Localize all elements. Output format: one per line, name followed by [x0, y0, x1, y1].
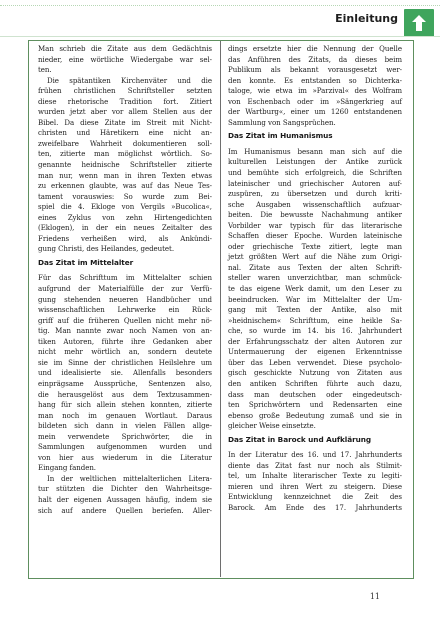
text-line: beiten. Die bewusste Nachahmung antiker: [228, 210, 402, 220]
text-line: dings ersetzte hier die Nennung der Quelle: [228, 44, 402, 53]
text-line: (Eklogen), in der ein neues Zeitalter des: [38, 223, 212, 233]
text-line: dass man deutschen oder eingedeutsch-: [228, 389, 402, 399]
left-column: [38, 44, 212, 516]
text-line: che, so wurde im 14. bis 16. Jahrhundert: [228, 326, 402, 336]
text-line: tig. Man nannte zwar noch Namen von an-: [38, 326, 212, 336]
text-line: wurden jetzt aber vor allem Stellen aus der: [38, 107, 212, 117]
text-line: halt der eigenen Aussagen häufig, indem sie: [38, 494, 212, 504]
text-line: einprägsame Aussprüche, Sentenzen also,: [38, 378, 212, 388]
text-line: Bibel. Da diese Zitate im Streit mit Nicht-: [38, 117, 212, 127]
header-rule: [0, 36, 440, 37]
text-line: jetzt größten Wert auf die Nähe zum Origi-: [228, 252, 402, 262]
text-line: nieder, eine wörtliche Wiedergabe war sel-: [38, 54, 212, 64]
text-line: lateinischer und griechischer Autoren auf-: [228, 178, 402, 188]
text-line: gleicher Weise einsetzte.: [228, 421, 316, 431]
arrow-up-glyph: [411, 14, 427, 32]
text-line: Sammlungen aufgenommen wurden und: [38, 442, 212, 452]
text-line: »heidnischem« Schrifttum, eine heikle Sa-: [228, 315, 402, 325]
arrow-up-icon[interactable]: [404, 9, 434, 37]
text-line: gisch geschickte Nutzung von Zitaten aus: [228, 368, 402, 378]
text-line: Friedens verheißen wird, als Ankündi-: [38, 233, 212, 243]
section-heading: Das Zitat im Humanismus: [228, 131, 333, 141]
text-line: man nur, wenn man in ihren Texten etwas: [38, 170, 212, 180]
column-divider: [220, 41, 221, 577]
text-line: hang für sich allein stehen konnten, zitierte: [38, 400, 212, 410]
paragraph: [228, 44, 402, 128]
text-line: In der weltlichen mittelalterlichen Litera-: [47, 473, 212, 483]
text-line: über das Leben verwendet. Diese psycholo-: [228, 357, 402, 367]
text-line: ten.: [38, 65, 52, 75]
text-line: Publikum als bekannt vorausgesetzt wer-: [228, 65, 402, 75]
page-header: [0, 6, 440, 34]
text-line: spiel die 4. Ekloge von Vergils »Bucolica«,: [38, 202, 212, 212]
text-line: gung Christi, des Heilandes, gedeutet.: [38, 244, 175, 254]
text-line: Eingang fanden.: [38, 463, 96, 473]
text-line: Barock. Am Ende des 17. Jahrhunderts: [228, 502, 402, 512]
text-line: frühen christlichen Schriftsteller setzten: [38, 86, 212, 96]
text-line: gung stehenden neueren Handbücher und: [38, 294, 212, 304]
paragraph: [228, 147, 402, 432]
text-line: Schaffen dieser Epoche. Wurden lateinische: [228, 231, 402, 241]
text-line: ebenso große Bedeutung zumaß und sie in: [228, 410, 402, 420]
text-line: oder griechische Texte zitiert, legte man: [228, 241, 402, 251]
section-title: Einleitung: [335, 12, 398, 25]
right-column: [228, 44, 402, 514]
text-line: gang mit Texten der Antike, also mit: [228, 305, 402, 315]
paragraph: [38, 44, 212, 76]
text-line: diente das Zitat fast nur noch als Stilmit-: [228, 460, 402, 470]
text-line: zweifelbare Wahrheit dokumentieren soll-: [38, 138, 212, 148]
section-heading: Das Zitat im Mittelalter: [38, 257, 134, 267]
page-number: 11: [369, 592, 380, 601]
text-line: der Wartburg«, einer um 1260 entstandenen: [228, 107, 402, 117]
text-line: Untermauerung der eigenen Erkenntnisse: [228, 347, 402, 357]
text-line: genannte heidnische Schriftsteller zitierte: [38, 160, 212, 170]
paragraph: [38, 76, 212, 255]
text-line: zuspüren, zu übersetzen und durch kriti-: [228, 189, 402, 199]
paragraph: [38, 273, 212, 473]
text-line: man noch im genauen Wortlaut. Daraus: [38, 410, 212, 420]
text-line: eines Zyklus von zehn Hirtengedichten: [38, 212, 212, 222]
text-line: tur stützten die Dichter den Wahrheitsge-: [38, 484, 212, 494]
text-line: und bemühte sich erfolgreich, die Schriften: [228, 168, 402, 178]
text-line: tiken Autoren, führte ihre Gedanken aber: [38, 336, 212, 346]
text-line: Vorbilder war typisch für das literarische: [228, 220, 402, 230]
text-line: te das eigene Werk damit, um den Leser zu: [228, 284, 402, 294]
text-line: diese rhetorische Tradition fort. Zitiert: [38, 96, 212, 106]
text-line: von hier aus wiederum in die Literatur: [38, 452, 212, 462]
text-line: kulturellen Leistungen der Antike zurück: [228, 157, 402, 167]
text-line: den konnte. Es entstanden so Dichterka-: [228, 75, 402, 85]
text-line: Im Humanismus besann man sich auf die: [228, 146, 402, 156]
text-line: wissenschaftlichen Lehrwerke ein Rück-: [38, 305, 212, 315]
text-line: Entwicklung kennzeichnet die Zeit des: [228, 492, 402, 502]
text-line: Die spätantiken Kirchenväter und die: [47, 75, 212, 85]
text-line: sche Ausgaben wissenschaftlich aufzuar-: [228, 199, 402, 209]
text-line: tament vorauswies: So wurde zum Bei-: [38, 191, 212, 201]
text-line: die herausgelöst aus dem Textzusammen-: [38, 389, 212, 399]
text-line: ten, zitierte man möglichst wörtlich. So-: [38, 149, 212, 159]
text-line: sich auf andere Quellen beriefen. Aller-: [38, 505, 212, 515]
section-heading: Das Zitat in Barock und Aufklärung: [228, 434, 372, 444]
text-line: mein verwendete Sprichwörter, die in: [38, 431, 212, 441]
text-line: Sammlung von Sangsprüchen.: [228, 117, 336, 127]
text-line: der Erfahrungsschatz der alten Autoren zur: [228, 336, 402, 346]
text-line: steller waren unverzichtbar, man schmück-: [228, 273, 402, 283]
text-line: das Anführen des Zitats, da dieses beim: [228, 54, 402, 64]
text-line: den antiken Schriften führte auch dazu,: [228, 378, 402, 388]
text-line: christen und Häretikern eine nicht an-: [38, 128, 212, 138]
text-line: ten Sprichwörtern und Redensarten eine: [228, 400, 402, 410]
paragraph: [228, 450, 402, 513]
text-line: In der Literatur des 16. und 17. Jahrhunderts: [228, 450, 402, 460]
text-line: Für das Schrifttum im Mittelalter schien: [38, 273, 212, 283]
text-line: griff auf die früheren Quellen nicht mehr nö-: [38, 315, 212, 325]
text-line: nal. Zitate aus Texten der alten Schrift-: [228, 262, 402, 272]
text-line: tel, um Inhalte literarischer Texte zu legiti-: [228, 471, 402, 481]
paragraph: [38, 474, 212, 516]
text-line: beeindrucken. War im Mittelalter der Um-: [228, 294, 402, 304]
text-line: und idealisierte sie. Allenfalls besonders: [38, 368, 212, 378]
text-line: aufgrund der Materialfülle der zur Verfü-: [38, 284, 212, 294]
text-line: taloge, wie etwa im »Parzival« des Wolfram: [228, 86, 402, 96]
text-line: von Eschenbach oder im »Sängerkrieg auf: [228, 96, 402, 106]
text-line: sie im Sinne der christlichen Heilslehre um: [38, 357, 212, 367]
text-line: nicht mehr wörtlich an, sondern deutete: [38, 347, 212, 357]
text-line: mieren und ihren Wert zu steigern. Diese: [228, 481, 402, 491]
text-line: Man schrieb die Zitate aus dem Gedächtnis: [38, 44, 212, 53]
text-line: bildeten sich dann in vielen Fällen allge-: [38, 421, 212, 431]
text-line: zu erkennen glaubte, was auf das Neue Tes-: [38, 181, 212, 191]
